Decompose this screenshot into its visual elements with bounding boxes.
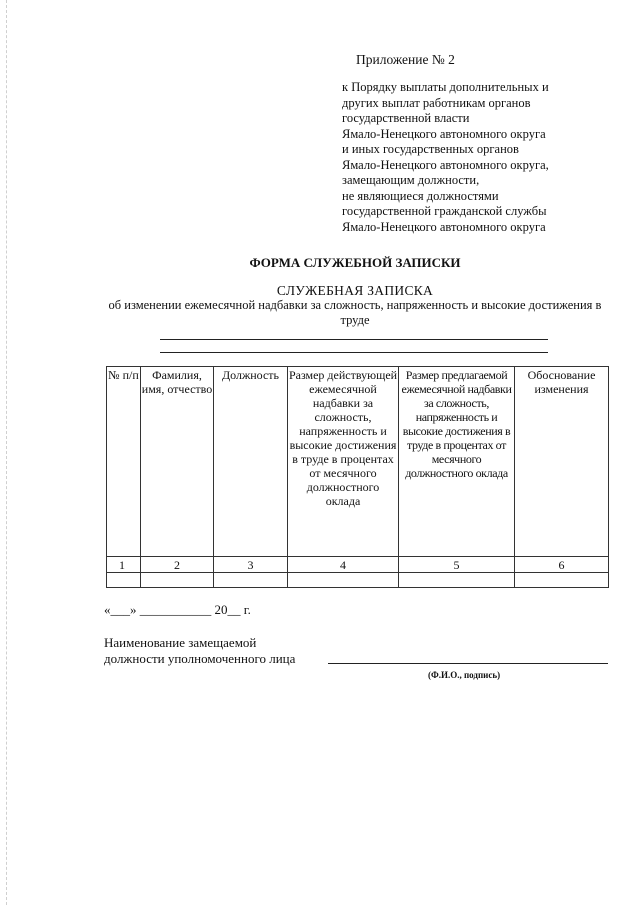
memo-table (106, 366, 609, 588)
header-number: № п/п (107, 367, 141, 557)
appendix-line: Ямало-Ненецкого автономного округа (342, 219, 546, 234)
appendix-line: других выплат работникам органов (342, 95, 531, 110)
appendix-line: государственной гражданской службы (342, 204, 547, 218)
appendix-line: Ямало-Ненецкого автономного округа (342, 126, 546, 141)
table-cell[interactable] (141, 573, 214, 588)
memo-blank-line-2 (160, 352, 548, 353)
signature-hint: (Ф.И.О., подпись) (428, 670, 501, 680)
table-row (107, 573, 609, 588)
column-number: 3 (214, 557, 288, 573)
column-number: 2 (141, 557, 214, 573)
position-label-line: должности уполномоченного лица (104, 651, 296, 666)
memo-title: СЛУЖЕБНАЯ ЗАПИСКА (276, 283, 434, 298)
appendix-line: Ямало-Ненецкого автономного округа, (342, 157, 549, 172)
table-cell[interactable] (107, 573, 141, 588)
memo-subtitle: об изменении ежемесячной надбавки за сложность, напряженность и высокие достижения в труде (108, 298, 602, 327)
appendix-line: государственной власти (342, 111, 470, 125)
appendix-line: к Порядку выплаты дополнительных и (342, 80, 549, 94)
appendix-line: и иных государственных органов (342, 142, 519, 156)
column-number: 1 (107, 557, 141, 573)
appendix-line: не являющиеся должностями (342, 188, 499, 203)
column-number: 6 (515, 557, 609, 573)
header-current-allowance: Размер действующей ежемесячной надбавки за сложность, напряженность и высокие достижения в труде в процентах от месячного должностного оклада (288, 367, 399, 557)
position-label-line: Наименование замещаемой (104, 635, 257, 650)
form-title: ФОРМА СЛУЖЕБНОЙ ЗАПИСКИ (249, 255, 461, 270)
memo-blank-line-1 (160, 339, 548, 340)
column-number: 5 (399, 557, 515, 573)
table-header-row (107, 367, 609, 557)
signature-line (328, 663, 608, 664)
table-cell[interactable] (288, 573, 399, 588)
column-number: 4 (288, 557, 399, 573)
signatory-position-label (104, 635, 295, 667)
table-cell[interactable] (399, 573, 515, 588)
date-line: «___» ___________ 20__ г. (104, 602, 251, 617)
appendix-title: Приложение № 2 (356, 52, 455, 67)
table-cell[interactable] (214, 573, 288, 588)
table-cell[interactable] (515, 573, 609, 588)
appendix-reference (342, 80, 632, 235)
header-full-name: Фамилия, имя, отчество (141, 367, 214, 557)
page-edge-divider (6, 0, 7, 905)
header-proposed-allowance: Размер предлагаемой ежемесячной надбавки за сложность, напряженность и высокие достижения в труде в процентах от месячного должностного оклада (399, 367, 515, 557)
header-position: Должность (214, 367, 288, 557)
header-justification: Обоснование изменения (515, 367, 609, 557)
appendix-line: замещающим должности, (342, 173, 480, 187)
table-number-row (107, 557, 609, 573)
